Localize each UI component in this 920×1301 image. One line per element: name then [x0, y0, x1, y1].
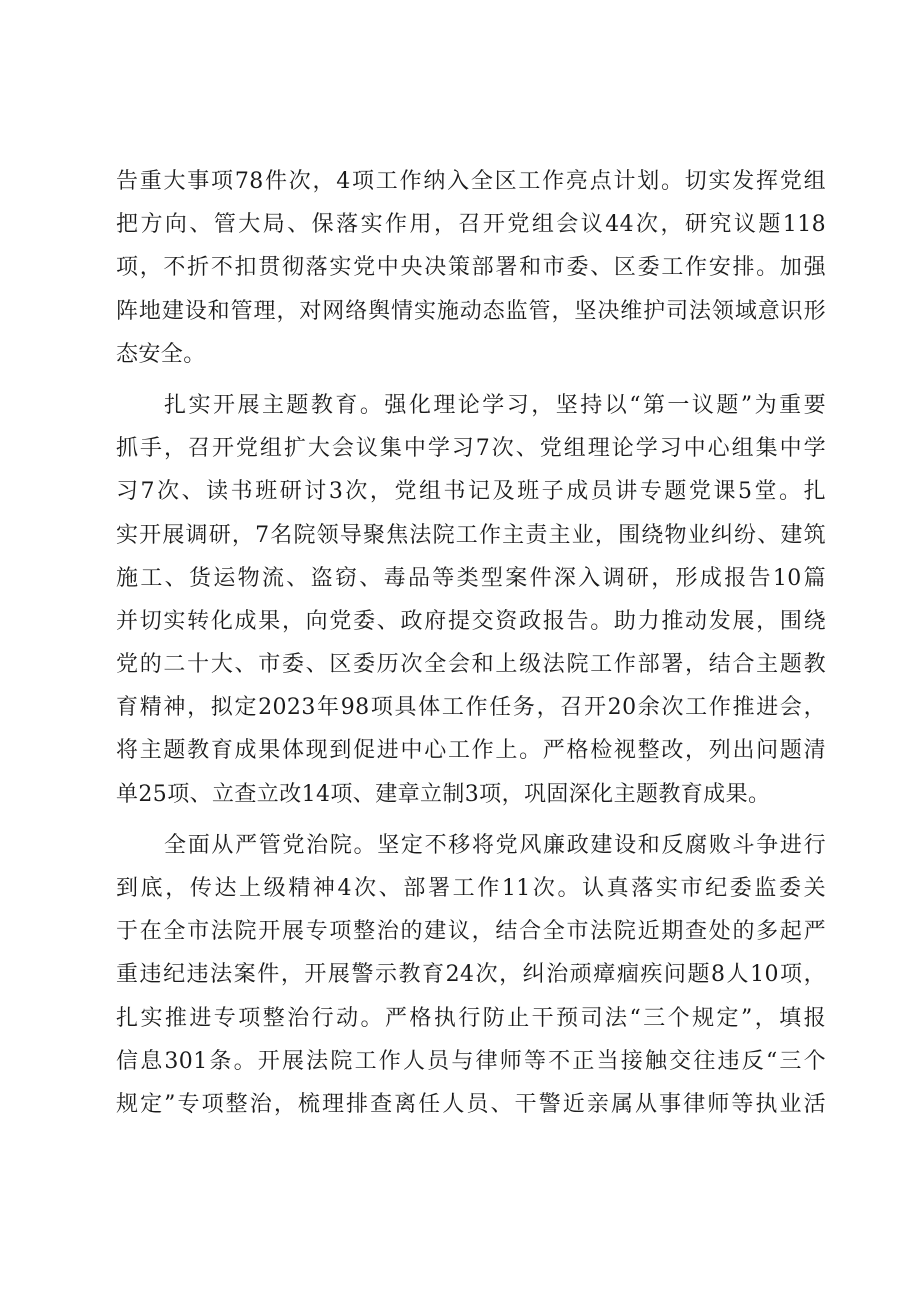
- paragraph-1: [116, 160, 826, 376]
- text-line: 单25项、立查立改14项、建章立制3项，巩固深化主题教育成果。: [116, 781, 771, 807]
- text-line: 阵地建设和管理，对网络舆情实施动态监管，坚决维护司法领域意识形: [116, 298, 826, 324]
- text-line: 扎实开展主题教育。强化理论学习，坚持以“第一议题”为重要: [164, 392, 826, 418]
- text-line: 习7次、读书班研讨3次，党组书记及班子成员讲专题党课5堂。扎: [116, 479, 826, 505]
- paragraph-spacer: [116, 816, 826, 824]
- text-line: 项，不折不扣贯彻落实党中央决策部署和市委、区委工作安排。加强: [116, 255, 826, 281]
- text-line: 育精神，拟定2023年98项具体工作任务，召开20余次工作推进会，: [116, 695, 826, 721]
- text-line: 将主题教育成果体现到促进中心工作上。严格检视整改，列出问题清: [116, 738, 826, 764]
- document-body: [116, 160, 826, 1126]
- text-line: 并切实转化成果，向党委、政府提交资政报告。助力推动发展，围绕: [116, 608, 826, 634]
- text-line: 告重大事项78件次，4项工作纳入全区工作亮点计划。切实发挥党组: [116, 169, 826, 194]
- text-line: 信息301条。开展法院工作人员与律师等不正当接触交往违反“三个: [116, 1048, 826, 1074]
- text-line: 党的二十大、市委、区委历次全会和上级法院工作部署，结合主题教: [116, 652, 826, 678]
- text-line: 施工、货运物流、盗窃、毒品等类型案件深入调研，形成报告10篇: [116, 565, 826, 591]
- text-line: 重违纪违法案件，开展警示教育24次，纠治顽瘴痼疾问题8人10项，: [116, 962, 826, 988]
- text-line: 于在全市法院开展专项整治的建议，结合全市法院近期查处的多起严: [116, 919, 826, 945]
- paragraph-3: [116, 824, 826, 1126]
- text-line: 把方向、管大局、保落实作用，召开党组会议44次，研究议题118: [116, 212, 826, 238]
- text-line: 实开展调研，7名院领导聚焦法院工作主责主业，围绕物业纠纷、建筑: [116, 522, 826, 548]
- text-line: 规定”专项整治，梳理排查离任人员、干警近亲属从事律师等执业活: [116, 1091, 826, 1117]
- text-line: 态安全。: [116, 341, 206, 367]
- text-line: 全面从严管党治院。坚定不移将党风廉政建设和反腐败斗争进行: [164, 832, 826, 858]
- paragraph-2: [116, 384, 826, 816]
- text-line: 到底，传达上级精神4次、部署工作11次。认真落实市纪委监委关: [116, 876, 826, 901]
- text-line: 扎实推进专项整治行动。严格执行防止干预司法“三个规定”，填报: [116, 1005, 826, 1031]
- paragraph-spacer: [116, 376, 826, 384]
- text-line: 抓手，召开党组扩大会议集中学习7次、党组理论学习中心组集中学: [116, 436, 826, 462]
